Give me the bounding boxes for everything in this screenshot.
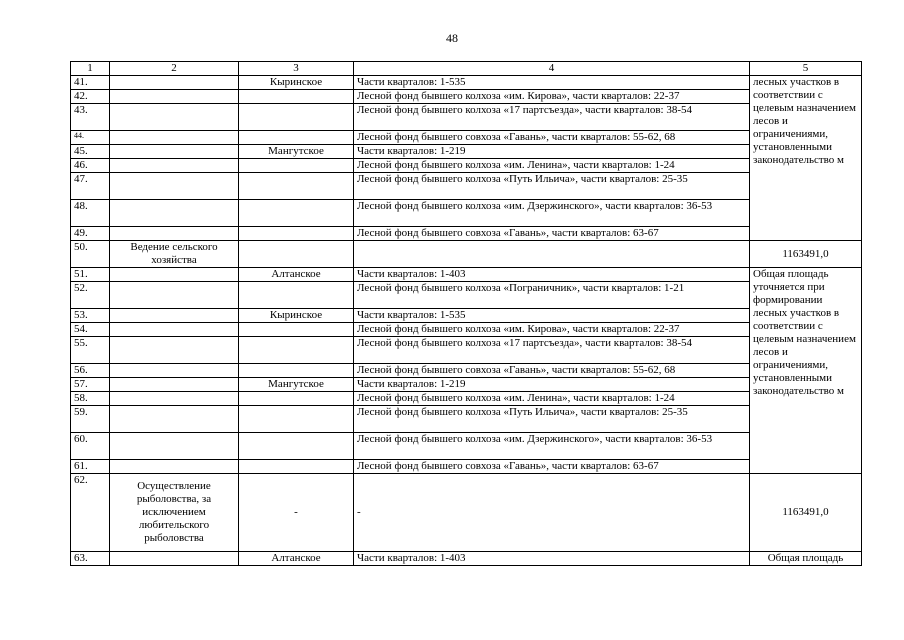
row-quarters: Лесной фонд бывшего колхоза «им. Ленина», части кварталов: 1-24: [354, 159, 750, 173]
row-number: 60.: [71, 433, 110, 460]
row-area-value: 1163491,0: [750, 241, 862, 268]
row-quarters: Лесной фонд бывшего совхоза «Гавань», части кварталов: 63-67: [354, 227, 750, 241]
row-quarters: Лесной фонд бывшего колхоза «им. Ленина», части кварталов: 1-24: [354, 392, 750, 406]
row-quarters: Части кварталов: 1-535: [354, 309, 750, 323]
header-col-3: 3: [239, 62, 354, 76]
row-quarters: Лесной фонд бывшего колхоза «17 партсъезда», части кварталов: 38-54: [354, 104, 750, 131]
row-quarters: Лесной фонд бывшего колхоза «17 партсъезда», части кварталов: 38-54: [354, 337, 750, 364]
row-forestry: Кыринское: [239, 309, 354, 323]
row-forestry: [239, 323, 354, 337]
row-quarters: Лесной фонд бывшего колхоза «им. Кирова», части кварталов: 22-37: [354, 90, 750, 104]
row-quarters: Лесной фонд бывшего колхоза «Путь Ильича», части кварталов: 25-35: [354, 173, 750, 200]
table-row: [71, 364, 862, 378]
table-row: [71, 460, 862, 474]
row-purpose: [110, 173, 239, 200]
row-forestry: Мангутское: [239, 378, 354, 392]
page-number: 48: [446, 31, 458, 45]
header-row: [71, 62, 862, 76]
row-forestry: [239, 104, 354, 131]
row-purpose: [110, 227, 239, 241]
row-forestry: [239, 433, 354, 460]
table-row: [71, 131, 862, 145]
table-row: [71, 241, 862, 268]
row-quarters: Лесной фонд бывшего колхоза «им. Кирова», части кварталов: 22-37: [354, 323, 750, 337]
row-number: 56.: [71, 364, 110, 378]
row-number: 51.: [71, 268, 110, 282]
row-purpose: [110, 200, 239, 227]
row-forestry: [239, 159, 354, 173]
row-number: 48.: [71, 200, 110, 227]
header-col-5: 5: [750, 62, 862, 76]
row-purpose: [110, 268, 239, 282]
header-col-2: 2: [110, 62, 239, 76]
row-purpose: [110, 145, 239, 159]
row-quarters: Лесной фонд бывшего совхоза «Гавань», части кварталов: 55-62, 68: [354, 131, 750, 145]
table-row: [71, 145, 862, 159]
row-number: 47.: [71, 173, 110, 200]
row-purpose: [110, 131, 239, 145]
row-number: 44.: [71, 131, 110, 145]
table-row: [71, 173, 862, 200]
row-number: 46.: [71, 159, 110, 173]
table-row: [71, 104, 862, 131]
row-purpose: [110, 104, 239, 131]
row-quarters: Лесной фонд бывшего колхоза «Путь Ильича», части кварталов: 25-35: [354, 406, 750, 433]
table-row: [71, 90, 862, 104]
row-number: 53.: [71, 309, 110, 323]
row-quarters: Лесной фонд бывшего колхоза «Пограничник», части кварталов: 1-21: [354, 282, 750, 309]
table-row: [71, 200, 862, 227]
row-purpose: [110, 406, 239, 433]
row-forestry: [239, 227, 354, 241]
row-forestry: Кыринское: [239, 76, 354, 90]
row-area-note: лесных участков в соответствии с целевым назначением лесов и ограничениями, установленными законодательство м: [750, 76, 862, 241]
row-purpose: [110, 76, 239, 90]
row-number: 42.: [71, 90, 110, 104]
row-number: 59.: [71, 406, 110, 433]
table-row: [71, 474, 862, 552]
row-forestry: [239, 364, 354, 378]
row-purpose: [110, 378, 239, 392]
row-forestry: [239, 460, 354, 474]
row-number: 55.: [71, 337, 110, 364]
row-number: 57.: [71, 378, 110, 392]
table-row: [71, 392, 862, 406]
row-number: 61.: [71, 460, 110, 474]
row-quarters: -: [354, 474, 750, 552]
row-quarters: Лесной фонд бывшего колхоза «им. Дзержинского», части кварталов: 36-53: [354, 433, 750, 460]
row-forestry: [239, 173, 354, 200]
row-forestry: [239, 406, 354, 433]
row-purpose: [110, 364, 239, 378]
row-quarters: [354, 241, 750, 268]
row-quarters: Лесной фонд бывшего совхоза «Гавань», части кварталов: 55-62, 68: [354, 364, 750, 378]
row-purpose: [110, 90, 239, 104]
row-purpose: [110, 159, 239, 173]
row-purpose: [110, 392, 239, 406]
row-purpose: [110, 460, 239, 474]
row-number: 54.: [71, 323, 110, 337]
land-use-table: [70, 61, 862, 566]
row-number: 49.: [71, 227, 110, 241]
row-quarters: Лесной фонд бывшего колхоза «им. Дзержинского», части кварталов: 36-53: [354, 200, 750, 227]
table-row: [71, 76, 862, 90]
row-area-value: 1163491,0: [750, 474, 862, 552]
row-purpose: [110, 282, 239, 309]
table-row: [71, 337, 862, 364]
row-forestry: Алтанское: [239, 552, 354, 566]
row-number: 41.: [71, 76, 110, 90]
row-number: 43.: [71, 104, 110, 131]
row-forestry: [239, 131, 354, 145]
row-purpose: [110, 433, 239, 460]
row-forestry: [239, 90, 354, 104]
row-quarters: Части кварталов: 1-403: [354, 268, 750, 282]
table-row: [71, 268, 862, 282]
row-forestry: Мангутское: [239, 145, 354, 159]
row-purpose: Осуществление рыболовства, за исключением любительского рыболовства: [110, 474, 239, 552]
row-number: 62.: [71, 474, 110, 552]
table-row: [71, 309, 862, 323]
row-number: 63.: [71, 552, 110, 566]
table-row: [71, 159, 862, 173]
table-row: [71, 433, 862, 460]
table-row: [71, 282, 862, 309]
row-forestry: [239, 200, 354, 227]
row-purpose: [110, 323, 239, 337]
header-col-4: 4: [354, 62, 750, 76]
row-number: 45.: [71, 145, 110, 159]
row-quarters: Части кварталов: 1-219: [354, 378, 750, 392]
row-purpose: [110, 309, 239, 323]
table-row: [71, 378, 862, 392]
row-number: 58.: [71, 392, 110, 406]
table-row: [71, 406, 862, 433]
row-purpose: Ведение сельского хозяйства: [110, 241, 239, 268]
row-forestry: [239, 337, 354, 364]
table-row: [71, 227, 862, 241]
row-forestry: [239, 392, 354, 406]
header-col-1: 1: [71, 62, 110, 76]
row-quarters: Части кварталов: 1-403: [354, 552, 750, 566]
table-row: [71, 552, 862, 566]
row-number: 52.: [71, 282, 110, 309]
table-row: [71, 323, 862, 337]
row-purpose: [110, 337, 239, 364]
row-quarters: Части кварталов: 1-535: [354, 76, 750, 90]
row-forestry: Алтанское: [239, 268, 354, 282]
row-quarters: Лесной фонд бывшего совхоза «Гавань», части кварталов: 63-67: [354, 460, 750, 474]
row-forestry: [239, 282, 354, 309]
row-area-note: Общая площадь уточняется при формировании лесных участков в соответствии с целевым назначением лесов и ограничениями, установленными законодательство м: [750, 268, 862, 474]
row-area-note: Общая площадь: [750, 552, 862, 566]
row-quarters: Части кварталов: 1-219: [354, 145, 750, 159]
row-number: 50.: [71, 241, 110, 268]
row-purpose: [110, 552, 239, 566]
row-forestry: [239, 241, 354, 268]
row-forestry: -: [239, 474, 354, 552]
